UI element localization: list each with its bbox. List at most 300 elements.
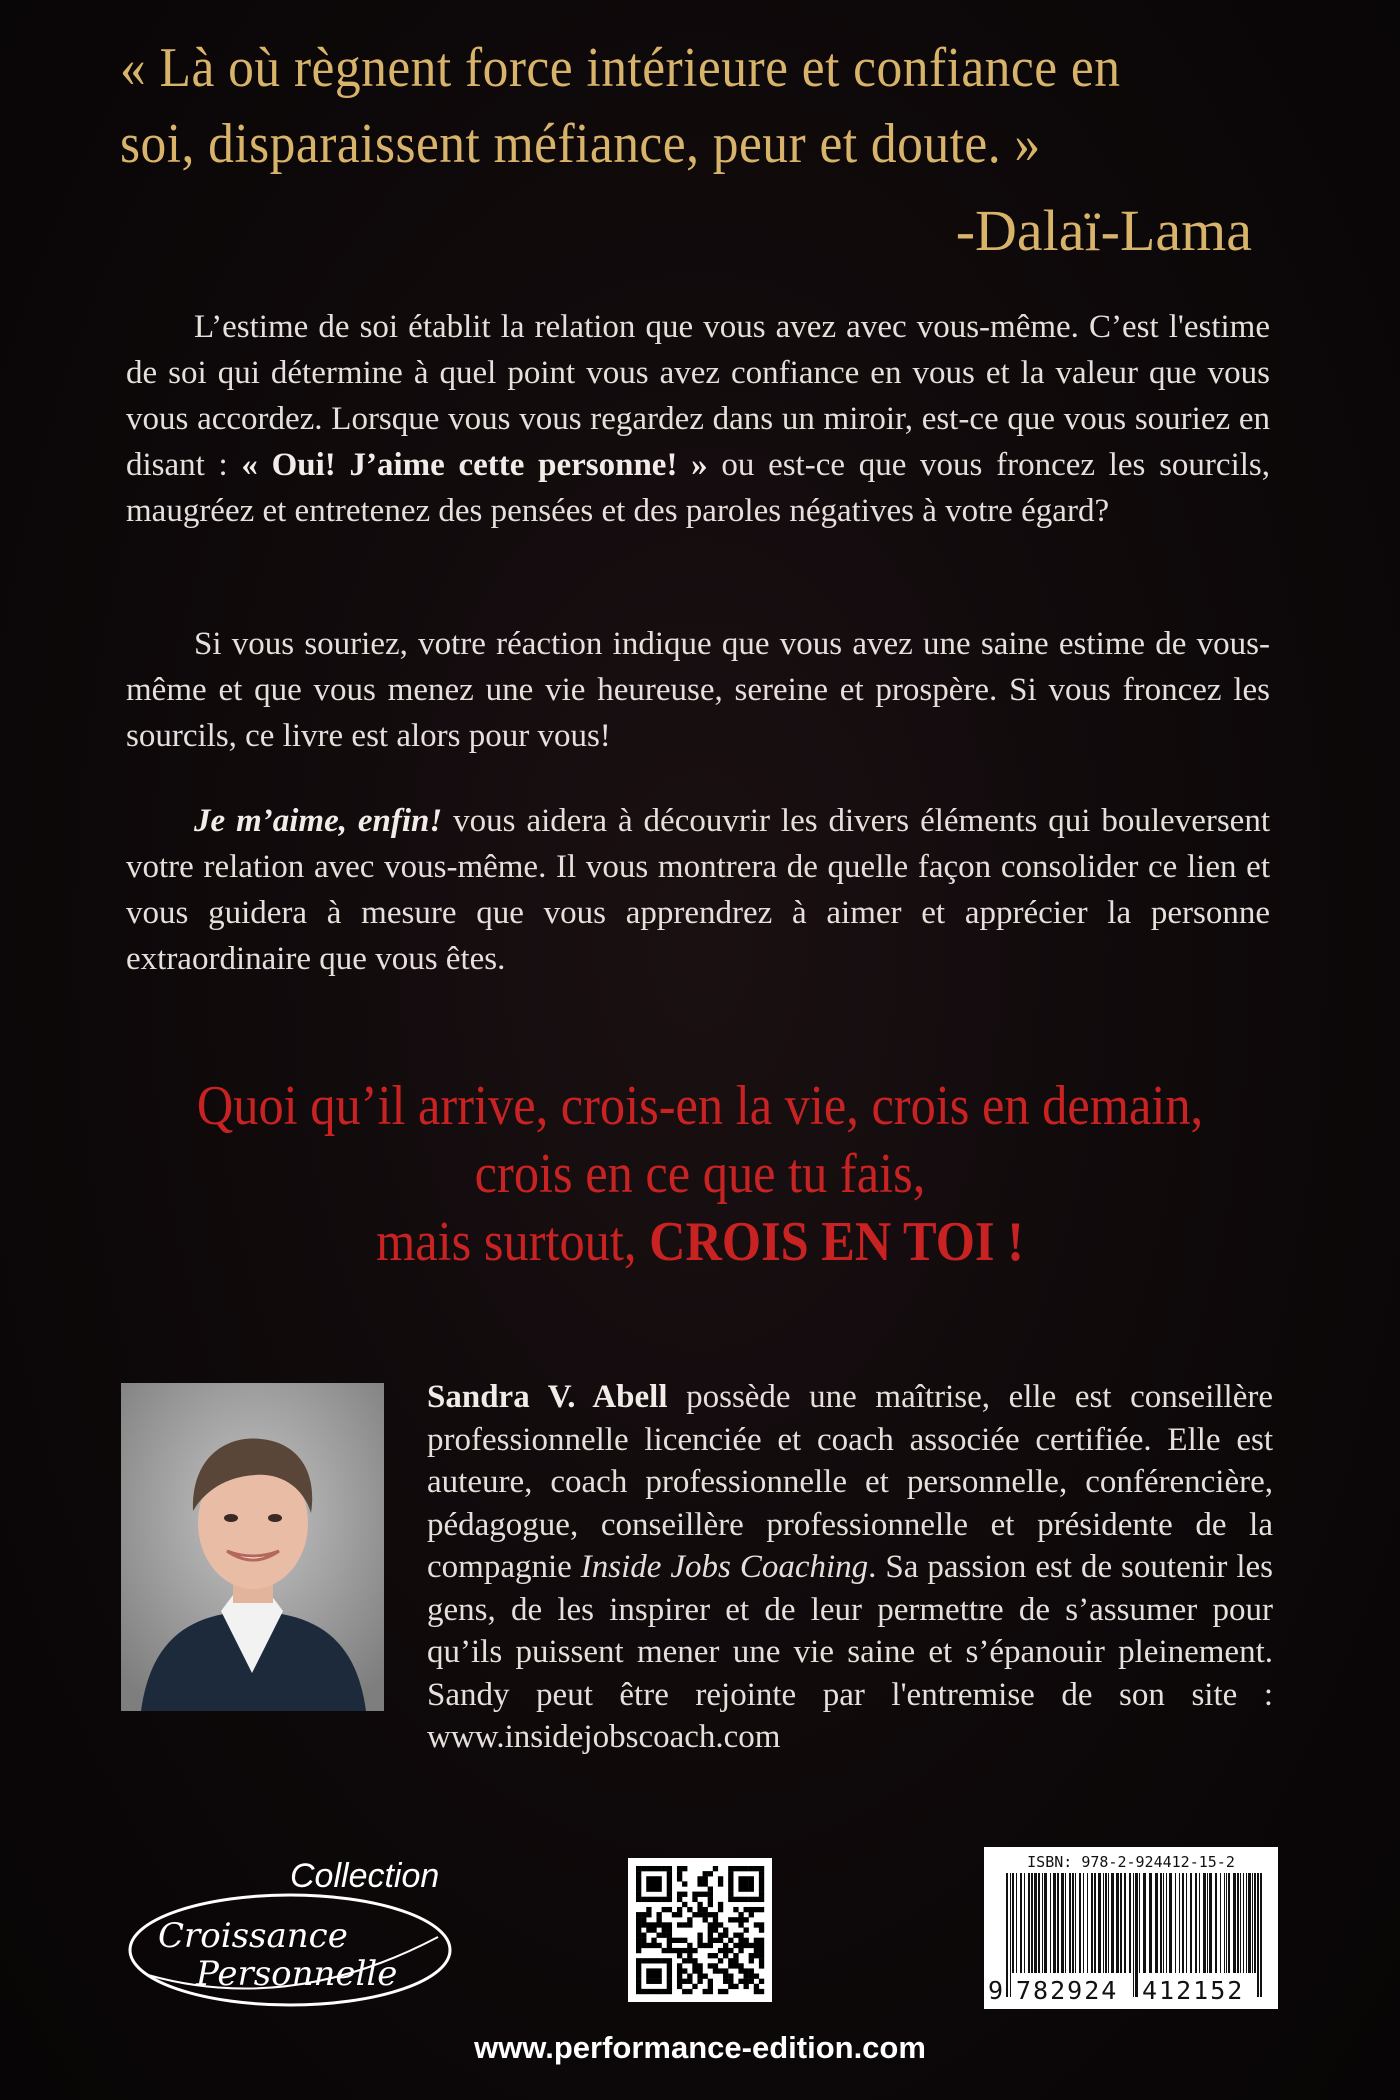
- qr-module: [697, 1963, 702, 1968]
- qr-module: [749, 1876, 754, 1881]
- qr-module: [651, 1958, 656, 1963]
- qr-module: [646, 1881, 651, 1886]
- qr-module: [646, 1974, 651, 1979]
- qr-module: [636, 1938, 641, 1943]
- qr-module: [677, 1866, 682, 1871]
- epigraph-quote: [120, 30, 1206, 182]
- barcode-bar: [1149, 1873, 1152, 1973]
- qr-module: [662, 1989, 667, 1994]
- qr-module: [667, 1866, 672, 1871]
- qr-module: [733, 1866, 738, 1871]
- qr-module: [651, 1938, 656, 1943]
- barcode-digits-right: 412152: [1142, 1976, 1245, 2005]
- qr-module: [759, 1871, 764, 1876]
- qr-module: [703, 1871, 708, 1876]
- barcode-bar: [1220, 1873, 1221, 1973]
- qr-module: [651, 1968, 656, 1973]
- qr-module: [723, 1933, 728, 1938]
- slogan-line-1: Quoi qu’il arrive, crois-en la vie, crois en demain,: [196, 1075, 1204, 1137]
- qr-module: [754, 1953, 759, 1958]
- qr-module: [656, 1876, 661, 1881]
- barcode-bar: [1182, 1873, 1184, 1973]
- qr-module: [728, 1886, 733, 1891]
- barcode-bar: [1129, 1873, 1131, 1973]
- qr-module: [703, 1907, 708, 1912]
- qr-module: [641, 1917, 646, 1922]
- qr-module: [636, 1974, 641, 1979]
- qr-module: [662, 1866, 667, 1871]
- qr-module: [646, 1912, 651, 1917]
- qr-module: [682, 1922, 687, 1927]
- qr-module: [749, 1886, 754, 1891]
- qr-module: [687, 1917, 692, 1922]
- qr-module: [738, 1933, 743, 1938]
- quote-line-1: « Là où règnent force intérieure et confiance en: [120, 37, 1121, 99]
- barcode-bar: [1072, 1873, 1074, 1973]
- qr-module: [636, 1958, 641, 1963]
- qr-module: [728, 1938, 733, 1943]
- qr-module: [749, 1866, 754, 1871]
- barcode-bar: [1226, 1873, 1227, 1973]
- qr-module: [708, 1938, 713, 1943]
- qr-module: [754, 1907, 759, 1912]
- qr-module: [723, 1979, 728, 1984]
- qr-module: [708, 1963, 713, 1968]
- qr-module: [646, 1927, 651, 1932]
- qr-module: [646, 1979, 651, 1984]
- qr-module: [744, 1881, 749, 1886]
- qr-module: [636, 1917, 641, 1922]
- qr-module: [723, 1974, 728, 1979]
- qr-module: [759, 1943, 764, 1948]
- barcode-bar: [1207, 1873, 1208, 1973]
- qr-module: [667, 1979, 672, 1984]
- qr-module: [754, 1866, 759, 1871]
- qr-module: [703, 1917, 708, 1922]
- qr-module: [651, 1974, 656, 1979]
- barcode-bar: [1111, 1873, 1114, 1973]
- qr-module: [718, 1989, 723, 1994]
- qr-module: [697, 1892, 702, 1897]
- qr-module: [687, 1943, 692, 1948]
- qr-module: [646, 1989, 651, 1994]
- slogan-emphasis: CROIS EN TOI !: [649, 1211, 1024, 1273]
- barcode-bar: [1248, 1873, 1251, 1973]
- qr-module: [733, 1984, 738, 1989]
- qr-module: [636, 1897, 641, 1902]
- qr-module: [749, 1968, 754, 1973]
- qr-module: [754, 1974, 759, 1979]
- qr-module: [636, 1886, 641, 1891]
- qr-module: [687, 1907, 692, 1912]
- qr-module: [677, 1953, 682, 1958]
- qr-module: [692, 1984, 697, 1989]
- slogan-line-3: [70, 1208, 1330, 1276]
- qr-module: [646, 1886, 651, 1891]
- qr-module: [744, 1886, 749, 1891]
- qr-module: [677, 1892, 682, 1897]
- qr-module: [687, 1979, 692, 1984]
- qr-module: [744, 1984, 749, 1989]
- collection-label: Collection: [290, 1857, 440, 1895]
- qr-module: [759, 1892, 764, 1897]
- qr-module: [636, 1922, 641, 1927]
- qr-module: [708, 1871, 713, 1876]
- barcode-bar: [1199, 1873, 1200, 1973]
- barcode-bar: [1034, 1873, 1037, 1973]
- qr-module: [692, 1963, 697, 1968]
- qr-module: [718, 1933, 723, 1938]
- qr-module: [754, 1897, 759, 1902]
- barcode-digits-left: 782924: [1016, 1976, 1119, 2005]
- qr-module: [718, 1902, 723, 1907]
- barcode-digit-first: 9: [988, 1976, 1004, 2005]
- qr-module: [636, 1866, 641, 1871]
- qr-module: [718, 1938, 723, 1943]
- qr-module: [667, 1892, 672, 1897]
- barcode-bar: [1160, 1873, 1162, 1973]
- qr-module: [713, 1927, 718, 1932]
- qr-module: [677, 1871, 682, 1876]
- qr-module: [667, 1943, 672, 1948]
- qr-module: [728, 1892, 733, 1897]
- qr-module: [738, 1963, 743, 1968]
- qr-module: [677, 1938, 682, 1943]
- qr-module: [759, 1958, 764, 1963]
- qr-module: [677, 1922, 682, 1927]
- qr-module: [697, 1979, 702, 1984]
- qr-module: [662, 1958, 667, 1963]
- intro-text-end: ou est-ce que vous froncez les sourcils, maugréez et entretenez des pensées et des paroles négatives à votre égard?: [126, 447, 1270, 529]
- qr-module: [723, 1927, 728, 1932]
- qr-module: [677, 1963, 682, 1968]
- qr-module: [667, 1984, 672, 1989]
- qr-module: [662, 1922, 667, 1927]
- barcode-bar: [1179, 1873, 1180, 1973]
- qr-module: [697, 1907, 702, 1912]
- qr-module: [713, 1912, 718, 1917]
- qr-module: [636, 1984, 641, 1989]
- qr-module: [651, 1989, 656, 1994]
- qr-module: [636, 1927, 641, 1932]
- qr-module: [708, 1943, 713, 1948]
- qr-module: [728, 1866, 733, 1871]
- qr-module: [636, 1968, 641, 1973]
- barcode-bar: [1057, 1873, 1059, 1973]
- qr-module: [697, 1968, 702, 1973]
- qr-module: [759, 1886, 764, 1891]
- barcode-bar: [1075, 1873, 1076, 1973]
- qr-module: [636, 1876, 641, 1881]
- barcode-bar: [1155, 1873, 1158, 1973]
- barcode-bar: [1228, 1873, 1230, 1973]
- collection-logo: [118, 1855, 468, 2015]
- qr-module: [754, 1943, 759, 1948]
- qr-module: [682, 1938, 687, 1943]
- qr-module: [738, 1922, 743, 1927]
- qr-module: [682, 1958, 687, 1963]
- qr-module: [759, 1907, 764, 1912]
- qr-module: [713, 1968, 718, 1973]
- qr-module: [713, 1963, 718, 1968]
- qr-module: [656, 1974, 661, 1979]
- barcode-bar: [1246, 1873, 1247, 1973]
- qr-module: [738, 1897, 743, 1902]
- collection-name-2: Personnelle: [196, 1954, 398, 1994]
- qr-module: [708, 1897, 713, 1902]
- barcode-bar: [1240, 1873, 1241, 1973]
- barcode-bar: [1103, 1873, 1104, 1973]
- qr-module: [651, 1927, 656, 1932]
- barcode-digits: [984, 1971, 1278, 2005]
- qr-module: [713, 1866, 718, 1871]
- qr-module: [667, 1968, 672, 1973]
- qr-module: [677, 1948, 682, 1953]
- qr-module: [728, 1958, 733, 1963]
- barcode-bar: [1195, 1873, 1197, 1973]
- qr-module: [646, 1876, 651, 1881]
- qr-module: [728, 1948, 733, 1953]
- qr-module: [656, 1943, 661, 1948]
- qr-module: [738, 1886, 743, 1891]
- barcode-bar: [1139, 1873, 1140, 1973]
- qr-module: [718, 1968, 723, 1973]
- book-title: Je m’aime, enfin!: [194, 803, 443, 839]
- qr-module: [749, 1958, 754, 1963]
- qr-module: [744, 1876, 749, 1881]
- qr-module: [667, 1974, 672, 1979]
- qr-module: [656, 1979, 661, 1984]
- barcode-bar: [1031, 1873, 1033, 1973]
- qr-module: [662, 1933, 667, 1938]
- qr-module: [687, 1989, 692, 1994]
- qr-module: [728, 1963, 733, 1968]
- barcode-bar: [1016, 1873, 1017, 1973]
- qr-module: [728, 1917, 733, 1922]
- qr-module: [682, 1892, 687, 1897]
- barcode-bar: [1124, 1873, 1126, 1973]
- qr-module: [744, 1866, 749, 1871]
- author-photo: [121, 1383, 384, 1711]
- qr-module: [656, 1958, 661, 1963]
- qr-module: [703, 1989, 708, 1994]
- qr-module: [708, 1979, 713, 1984]
- qr-module: [754, 1984, 759, 1989]
- qr-module: [687, 1974, 692, 1979]
- qr-module: [708, 1927, 713, 1932]
- qr-module: [713, 1922, 718, 1927]
- qr-module: [646, 1943, 651, 1948]
- third-paragraph-text: vous aidera à découvrir les divers éléments qui bouleversent votre relation avec vous-même. Il vous montrera de quelle façon consolider ce lien et vous guidera à mesure que vous apprendrez à aimer et apprécier la personne extraordinaire que vous êtes.: [126, 803, 1270, 977]
- qr-module: [708, 1953, 713, 1958]
- qr-module: [708, 1912, 713, 1917]
- qr-module: [708, 1922, 713, 1927]
- barcode-bar: [1061, 1873, 1064, 1973]
- slogan-line-3-prefix: mais surtout,: [376, 1211, 650, 1273]
- qr-module: [636, 1892, 641, 1897]
- barcode-bar: [1038, 1873, 1040, 1973]
- qr-module: [636, 1912, 641, 1917]
- qr-module: [703, 1876, 708, 1881]
- barcode-bar: [1020, 1873, 1022, 1973]
- qr-module: [713, 1938, 718, 1943]
- qr-module: [646, 1922, 651, 1927]
- qr-module: [677, 1974, 682, 1979]
- qr-module: [636, 1963, 641, 1968]
- qr-module: [677, 1897, 682, 1902]
- qr-module: [713, 1953, 718, 1958]
- qr-module: [697, 1938, 702, 1943]
- qr-module: [708, 1984, 713, 1989]
- qr-module: [656, 1922, 661, 1927]
- qr-module: [656, 1917, 661, 1922]
- qr-module: [759, 1922, 764, 1927]
- qr-module: [646, 1866, 651, 1871]
- qr-module: [656, 1989, 661, 1994]
- qr-module: [656, 1897, 661, 1902]
- qr-module: [749, 1912, 754, 1917]
- barcode-bar: [1053, 1873, 1056, 1973]
- qr-module: [636, 1933, 641, 1938]
- qr-module: [646, 1897, 651, 1902]
- qr-module: [667, 1897, 672, 1902]
- qr-module: [718, 1876, 723, 1881]
- qr-module: [708, 1902, 713, 1907]
- qr-module: [738, 1943, 743, 1948]
- slogan-line-2: crois en ce que tu fais,: [474, 1143, 926, 1205]
- qr-module: [723, 1953, 728, 1958]
- isbn-barcode: [984, 1847, 1278, 2009]
- qr-module: [744, 1968, 749, 1973]
- qr-module: [759, 1927, 764, 1932]
- qr-module: [692, 1892, 697, 1897]
- barcode-bar: [1079, 1873, 1081, 1973]
- qr-module: [754, 1989, 759, 1994]
- barcode-bar: [1175, 1873, 1176, 1973]
- qr-module: [667, 1933, 672, 1938]
- qr-module: [651, 1881, 656, 1886]
- qr-module: [656, 1886, 661, 1891]
- qr-module: [667, 1958, 672, 1963]
- qr-module: [754, 1938, 759, 1943]
- quote-author: -Dalaï-Lama: [955, 198, 1252, 263]
- second-paragraph: Si vous souriez, votre réaction indique que vous avez une saine estime de vous-même et que vous menez une vie heureuse, sereine et prospère. Si vous froncez les sourcils, ce livre est alors pour vous!: [126, 626, 1270, 754]
- qr-module: [692, 1948, 697, 1953]
- barcode-bar: [1069, 1873, 1071, 1973]
- qr-module: [759, 1979, 764, 1984]
- qr-module: [656, 1881, 661, 1886]
- quote-line-2: soi, disparaissent méfiance, peur et doute. »: [120, 113, 1041, 175]
- qr-module: [636, 1881, 641, 1886]
- qr-module: [744, 1917, 749, 1922]
- qr-module: [667, 1886, 672, 1891]
- qr-module: [718, 1907, 723, 1912]
- qr-module: [682, 1866, 687, 1871]
- barcode-bar: [1233, 1873, 1236, 1973]
- qr-module: [682, 1989, 687, 1994]
- intro-paragraph: [126, 304, 1270, 534]
- qr-module: [759, 1953, 764, 1958]
- qr-module: [692, 1958, 697, 1963]
- qr-module: [703, 1943, 708, 1948]
- qr-module: [697, 1902, 702, 1907]
- barcode-bar: [1243, 1873, 1244, 1973]
- qr-module: [667, 1927, 672, 1932]
- qr-module: [672, 1948, 677, 1953]
- qr-module: [744, 1927, 749, 1932]
- qr-code: [628, 1858, 772, 2002]
- barcode-bar: [1254, 1873, 1256, 1973]
- publisher-website: www.performance-edition.com: [474, 2030, 926, 2065]
- barcode-bar: [1163, 1873, 1164, 1973]
- qr-module: [651, 1866, 656, 1871]
- qr-module: [656, 1912, 661, 1917]
- qr-module: [733, 1958, 738, 1963]
- barcode-bar: [1209, 1873, 1212, 1973]
- qr-module: [697, 1881, 702, 1886]
- qr-module: [656, 1866, 661, 1871]
- qr-module: [667, 1871, 672, 1876]
- qr-module: [682, 1968, 687, 1973]
- qr-module: [703, 1892, 708, 1897]
- barcode-bar: [1120, 1873, 1122, 1973]
- qr-module: [636, 1989, 641, 1994]
- qr-module: [682, 1979, 687, 1984]
- qr-module: [723, 1948, 728, 1953]
- qr-module: [636, 1871, 641, 1876]
- qr-module: [728, 1974, 733, 1979]
- qr-module: [656, 1933, 661, 1938]
- qr-module: [708, 1989, 713, 1994]
- barcode-bar: [1042, 1873, 1043, 1973]
- qr-module: [692, 1968, 697, 1973]
- qr-module: [667, 1989, 672, 1994]
- qr-module: [744, 1974, 749, 1979]
- barcode-bar: [1116, 1873, 1119, 1973]
- qr-module: [646, 1958, 651, 1963]
- qr-module: [641, 1958, 646, 1963]
- qr-module: [677, 1907, 682, 1912]
- qr-module: [738, 1938, 743, 1943]
- qr-module: [718, 1881, 723, 1886]
- qr-module: [703, 1974, 708, 1979]
- qr-module: [723, 1989, 728, 1994]
- barcode-bar: [1237, 1873, 1239, 1973]
- qr-module: [759, 1897, 764, 1902]
- qr-module: [636, 1979, 641, 1984]
- qr-module: [651, 1922, 656, 1927]
- qr-module: [697, 1943, 702, 1948]
- qr-module: [703, 1881, 708, 1886]
- qr-module: [697, 1974, 702, 1979]
- qr-module: [672, 1938, 677, 1943]
- qr-module: [687, 1958, 692, 1963]
- qr-module: [733, 1897, 738, 1902]
- qr-module: [738, 1979, 743, 1984]
- qr-module: [733, 1907, 738, 1912]
- qr-module: [682, 1948, 687, 1953]
- qr-module: [677, 1984, 682, 1989]
- qr-module: [759, 1876, 764, 1881]
- qr-module: [692, 1912, 697, 1917]
- qr-module: [682, 1902, 687, 1907]
- qr-module: [708, 1886, 713, 1891]
- qr-module: [728, 1979, 733, 1984]
- author-name: Sandra V. Abell: [427, 1379, 668, 1415]
- qr-module: [718, 1958, 723, 1963]
- barcode-bar: [1105, 1873, 1107, 1973]
- qr-module: [744, 1943, 749, 1948]
